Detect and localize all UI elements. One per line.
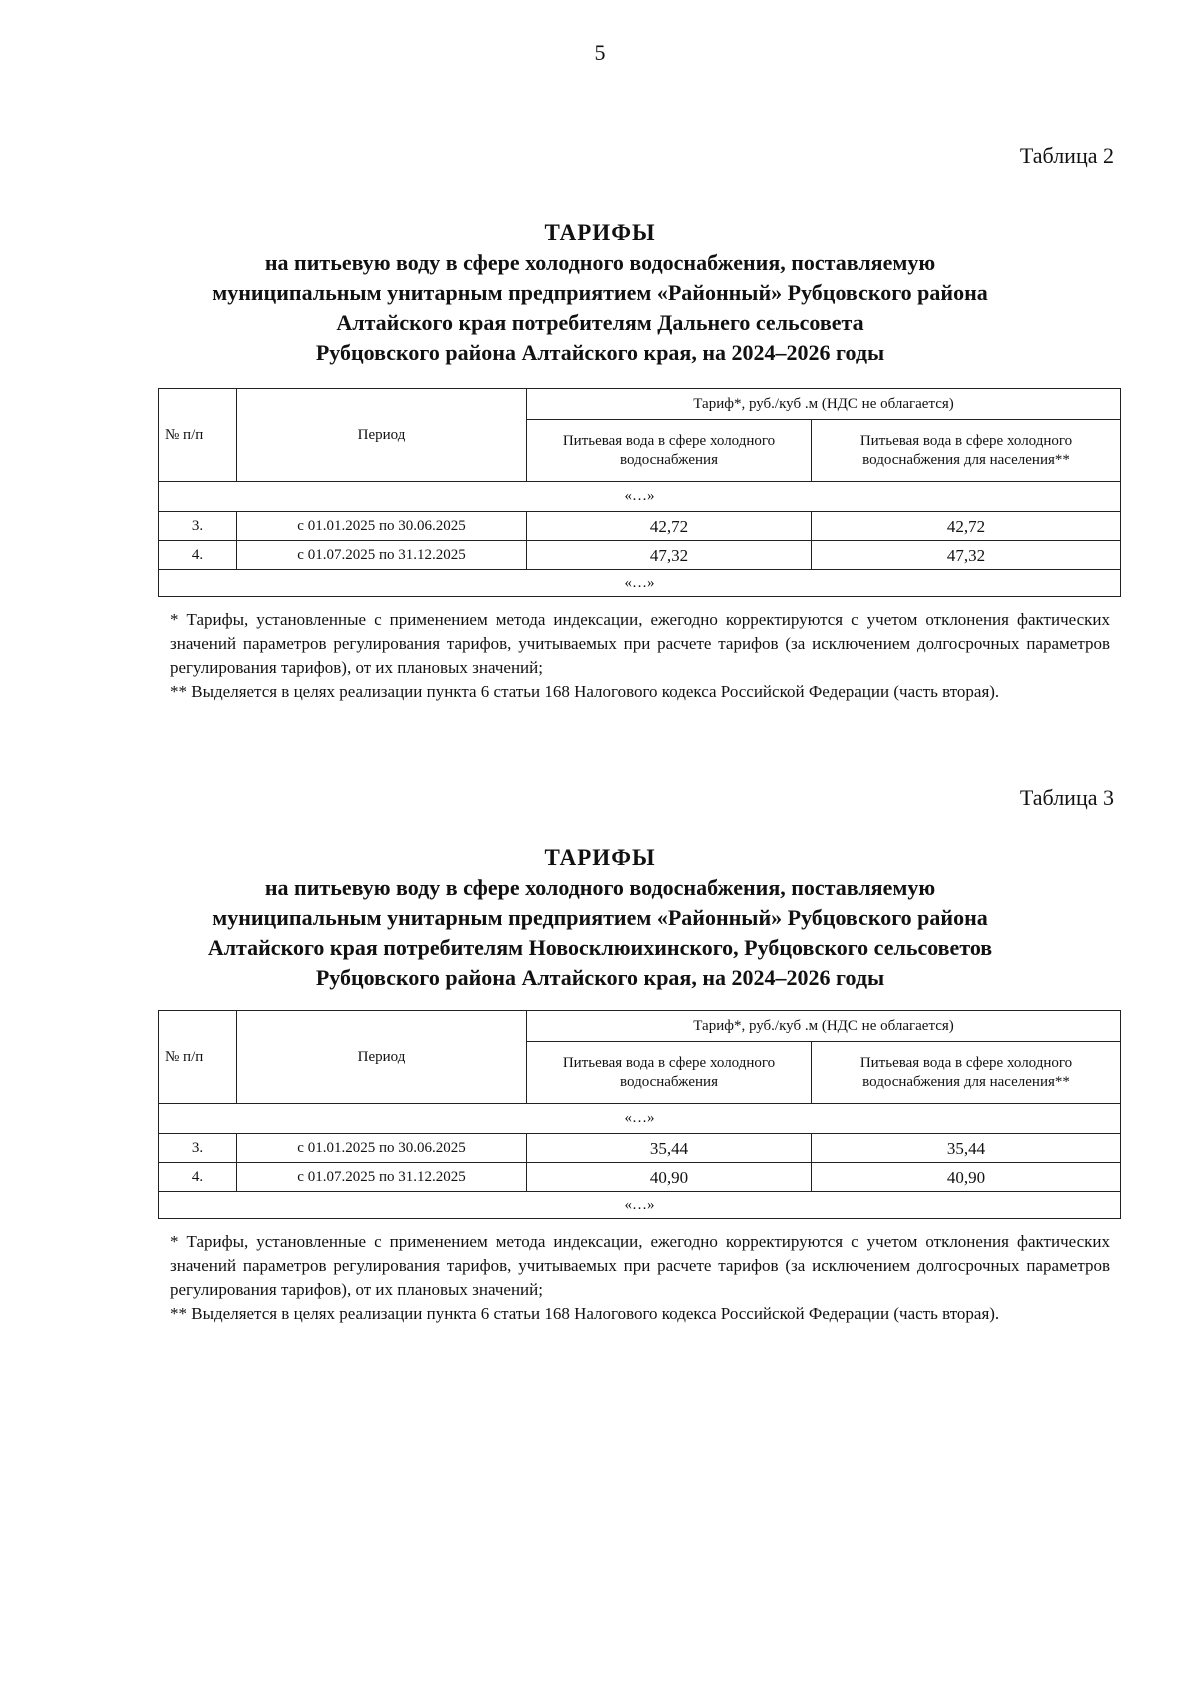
row-period: с 01.01.2025 по 30.06.2025 bbox=[237, 512, 527, 541]
header-col-drinking-water: Питьевая вода в сфере холодного водоснабжения bbox=[527, 420, 812, 482]
ellipsis-row: «…» bbox=[159, 1192, 1121, 1219]
header-col-drinking-water: Питьевая вода в сфере холодного водоснабжения bbox=[527, 1042, 812, 1104]
row-value-2: 35,44 bbox=[812, 1134, 1121, 1163]
header-period: Период bbox=[237, 1011, 527, 1104]
header-period: Период bbox=[237, 389, 527, 482]
table-row bbox=[159, 541, 1121, 570]
table-row bbox=[159, 512, 1121, 541]
ellipsis-row: «…» bbox=[159, 482, 1121, 512]
row-period: с 01.01.2025 по 30.06.2025 bbox=[237, 1134, 527, 1163]
row-value-1: 47,32 bbox=[527, 541, 812, 570]
row-period: с 01.07.2025 по 31.12.2025 bbox=[237, 541, 527, 570]
table-2-subtitle-line: Рубцовского района Алтайского края, на 2024–2026 годы bbox=[315, 340, 885, 365]
table-3-title: ТАРИФЫ bbox=[544, 845, 656, 870]
ellipsis-row: «…» bbox=[159, 570, 1121, 597]
table-2-title-block bbox=[0, 218, 1200, 368]
table-3-title-block bbox=[0, 843, 1200, 993]
table-3-label: Таблица 3 bbox=[1019, 785, 1114, 810]
table-3-subtitle-line: Алтайского края потребителям Новосклюихинского, Рубцовского сельсоветов bbox=[207, 935, 993, 960]
footnote-tax-code: ** Выделяется в целях реализации пункта 6 статьи 168 Налогового кодекса Российской Федерации (часть вторая). bbox=[170, 682, 1000, 701]
row-value-1: 40,90 bbox=[527, 1163, 812, 1192]
tariff-table-3 bbox=[158, 1010, 1121, 1219]
table-row bbox=[159, 1134, 1121, 1163]
header-tariff: Тариф*, руб./куб .м (НДС не облагается) bbox=[527, 389, 1121, 420]
row-period: с 01.07.2025 по 31.12.2025 bbox=[237, 1163, 527, 1192]
table-3-subtitle-line: на питьевую воду в сфере холодного водоснабжения, поставляемую bbox=[264, 875, 936, 900]
ellipsis-row: «…» bbox=[159, 1104, 1121, 1134]
footnote-indexation: * Тарифы, установленные с применением метода индексации, ежегодно корректируются с учетом отклонения фактических значений параметров регулирования тарифов, учитываемых при расчете тарифов (за исключением долгосрочных параметров регулирования тарифов), от их плановых значений; bbox=[170, 610, 1110, 677]
table-2-subtitle-line: Алтайского края потребителям Дальнего сельсовета bbox=[336, 310, 864, 335]
table-row bbox=[159, 1163, 1121, 1192]
row-num: 4. bbox=[159, 1163, 237, 1192]
row-num: 4. bbox=[159, 541, 237, 570]
row-value-2: 40,90 bbox=[812, 1163, 1121, 1192]
header-tariff: Тариф*, руб./куб .м (НДС не облагается) bbox=[527, 1011, 1121, 1042]
row-num: 3. bbox=[159, 1134, 237, 1163]
table-3-footnotes bbox=[170, 1230, 1110, 1326]
header-col-drinking-water-population: Питьевая вода в сфере холодного водоснабжения для населения** bbox=[812, 1042, 1121, 1104]
header-num: № п/п bbox=[159, 1011, 237, 1104]
table-3-subtitle-line: муниципальным унитарным предприятием «Районный» Рубцовского района bbox=[212, 905, 988, 930]
table-2-label: Таблица 2 bbox=[1019, 143, 1114, 168]
row-value-1: 35,44 bbox=[527, 1134, 812, 1163]
row-num: 3. bbox=[159, 512, 237, 541]
footnote-indexation: * Тарифы, установленные с применением метода индексации, ежегодно корректируются с учетом отклонения фактических значений параметров регулирования тарифов, учитываемых при расчете тарифов (за исключением долгосрочных параметров регулирования тарифов), от их плановых значений; bbox=[170, 1232, 1110, 1299]
table-2-title: ТАРИФЫ bbox=[544, 220, 656, 245]
header-num: № п/п bbox=[159, 389, 237, 482]
row-value-2: 42,72 bbox=[812, 512, 1121, 541]
header-col-drinking-water-population: Питьевая вода в сфере холодного водоснабжения для населения** bbox=[812, 420, 1121, 482]
row-value-2: 47,32 bbox=[812, 541, 1121, 570]
table-2-footnotes bbox=[170, 608, 1110, 704]
tariff-table-2 bbox=[158, 388, 1121, 597]
table-2-subtitle-line: муниципальным унитарным предприятием «Районный» Рубцовского района bbox=[212, 280, 988, 305]
table-3-subtitle-line: Рубцовского района Алтайского края, на 2024–2026 годы bbox=[315, 965, 885, 990]
table-2-subtitle-line: на питьевую воду в сфере холодного водоснабжения, поставляемую bbox=[264, 250, 936, 275]
footnote-tax-code: ** Выделяется в целях реализации пункта 6 статьи 168 Налогового кодекса Российской Федерации (часть вторая). bbox=[170, 1304, 1000, 1323]
page-number: 5 bbox=[594, 40, 606, 65]
row-value-1: 42,72 bbox=[527, 512, 812, 541]
